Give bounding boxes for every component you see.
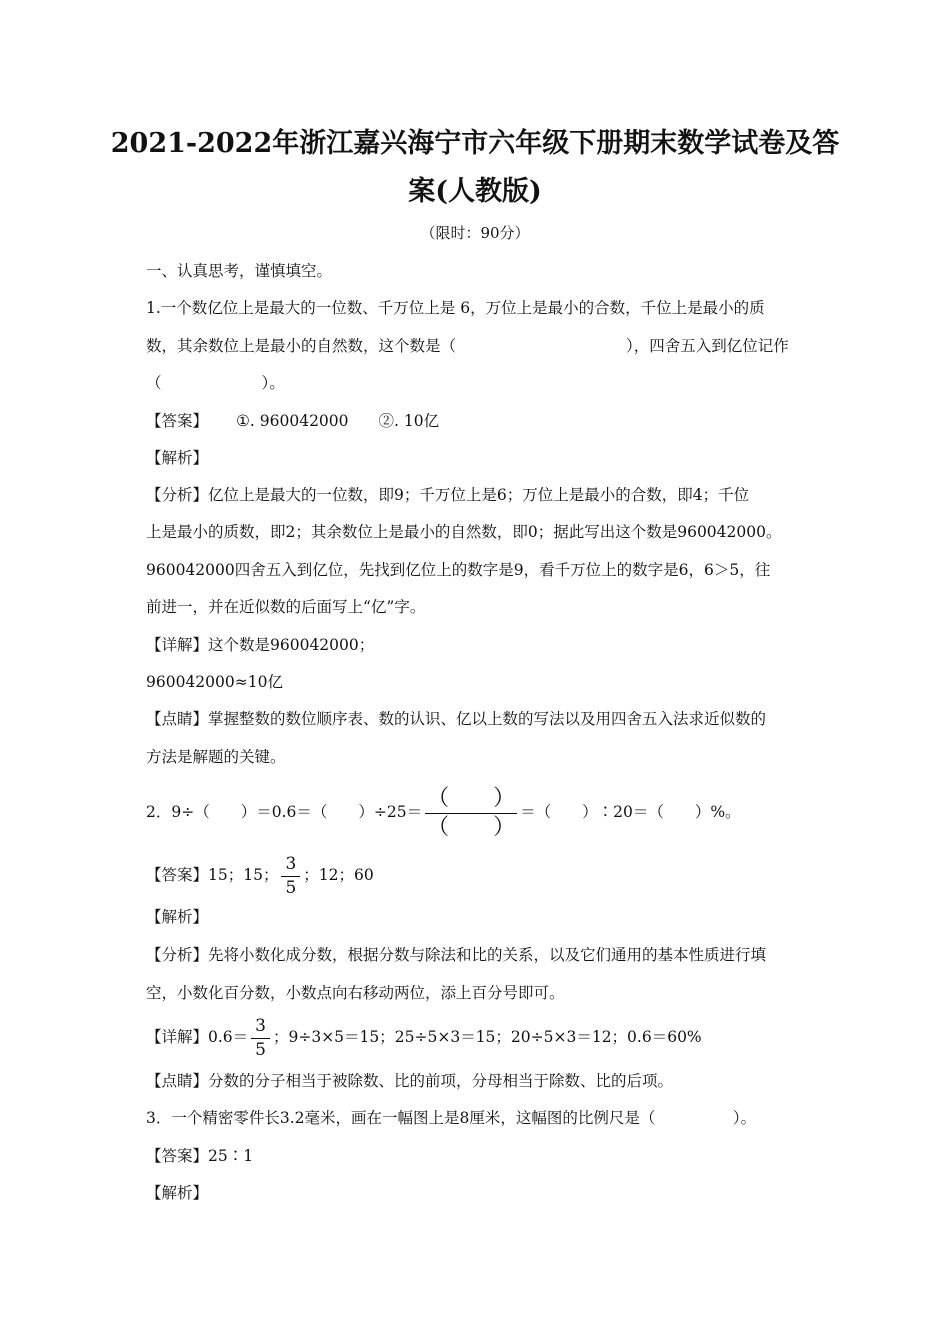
q2-answer-fraction <box>281 853 300 898</box>
section-heading: 一、认真思考，谨慎填空。 <box>146 262 333 280</box>
document-title-line1: 2021-2022年浙江嘉兴海宁市六年级下册期末数学试卷及答 <box>110 128 840 159</box>
q1-answer-2: ②. 10亿 <box>378 412 440 430</box>
q1-text-line3-b: ）。 <box>261 374 285 392</box>
q3-jiexi: 【解析】 <box>146 1184 209 1202</box>
q2-question-b: ＝（ ）∶20＝（ ）%。 <box>520 803 741 821</box>
q1-fenxi-line1: 【分析】亿位上是最大的一位数，即9；千万位上是6；万位上是最小的合数，即4；千位 <box>146 486 750 504</box>
q3-question: 3．一个精密零件长3.2毫米，画在一幅图上是8厘米，这幅图的比例尺是（ ）。 <box>146 1109 757 1127</box>
q1-jiexi: 【解析】 <box>146 449 209 467</box>
q2-xiangjie-denominator: 5 <box>255 1039 266 1060</box>
q1-fenxi-line2: 上是最小的质数，即2；其余数位上是最小的自然数，即0；据此写出这个数是960042000。 <box>146 523 782 541</box>
q2-fenxi-line2: 空，小数化百分数，小数点向右移动两位，添上百分号即可。 <box>146 984 565 1002</box>
q1-text-line2-a: 数，其余数位上是最小的自然数，这个数是（ <box>146 337 457 355</box>
q1-text-line2-b: ），四舍五入到亿位记作 <box>626 337 789 355</box>
q2-xiangjie <box>146 1012 826 1062</box>
q2-xiangjie-a: 【详解】0.6＝ <box>146 1028 249 1046</box>
q1-answer-label: 【答案】 <box>146 412 209 430</box>
q2-xiangjie-b: ；9÷3×5＝15；25÷5×3＝15；20÷5×3＝12；0.6＝60% <box>272 1028 702 1046</box>
q1-dianjing-line1: 【点睛】掌握整数的数位顺序表、数的认识、亿以上数的写法以及用四舍五入法求近似数的 <box>146 710 767 728</box>
q2-answer-b: ；12；60 <box>303 866 374 884</box>
q1-fenxi-line4: 前进一，并在近似数的后面写上“亿”字。 <box>146 598 426 616</box>
q1-answer <box>146 410 826 432</box>
q2-answer-a: 【答案】15；15； <box>146 866 279 884</box>
q2-xiangjie-numerator: 3 <box>251 1018 270 1039</box>
q2-blank-numerator: （ ） <box>425 788 517 814</box>
q1-xiangjie-line2: 960042000≈10亿 <box>146 673 283 691</box>
q1-text-line3-a: （ <box>146 374 162 392</box>
q2-answer <box>146 850 826 900</box>
q1-text-line1: 1.一个数亿位上是最大的一位数、千万位上是 6，万位上是最小的合数，千位上是最小的质 <box>146 299 765 317</box>
q2-blank-fraction <box>425 785 517 840</box>
q2-question-a: 2．9÷（ ）＝0.6＝（ ）÷25＝ <box>146 803 423 821</box>
q2-answer-numerator: 3 <box>281 856 300 877</box>
q1-xiangjie-line1: 【详解】这个数是960042000； <box>146 636 375 654</box>
q3-answer: 【答案】25∶1 <box>146 1147 254 1165</box>
q1-fenxi-line3: 960042000四舍五入到亿位，先找到亿位上的数字是9，看千万位上的数字是6，6＞5，往 <box>146 561 771 579</box>
q1-text-line2 <box>146 335 826 357</box>
q1-text-line3 <box>146 372 826 394</box>
q1-dianjing-line2: 方法是解题的关键。 <box>146 748 286 766</box>
q2-dianjing: 【点睛】分数的分子相当于被除数、比的前项，分母相当于除数、比的后项。 <box>146 1072 674 1090</box>
time-limit: （限时：90分） <box>420 224 530 242</box>
q2-question <box>146 784 826 840</box>
q2-xiangjie-fraction <box>251 1015 270 1060</box>
q2-jiexi: 【解析】 <box>146 908 209 926</box>
q2-answer-denominator: 5 <box>285 877 297 898</box>
document-title-line2: 案(人教版) <box>408 176 542 207</box>
q2-fenxi-line1: 【分析】先将小数化成分数，根据分数与除法和比的关系，以及它们通用的基本性质进行填 <box>146 946 767 964</box>
q2-blank-denominator: （ ） <box>427 814 516 840</box>
q1-answer-1: ①. 960042000 <box>236 412 349 430</box>
